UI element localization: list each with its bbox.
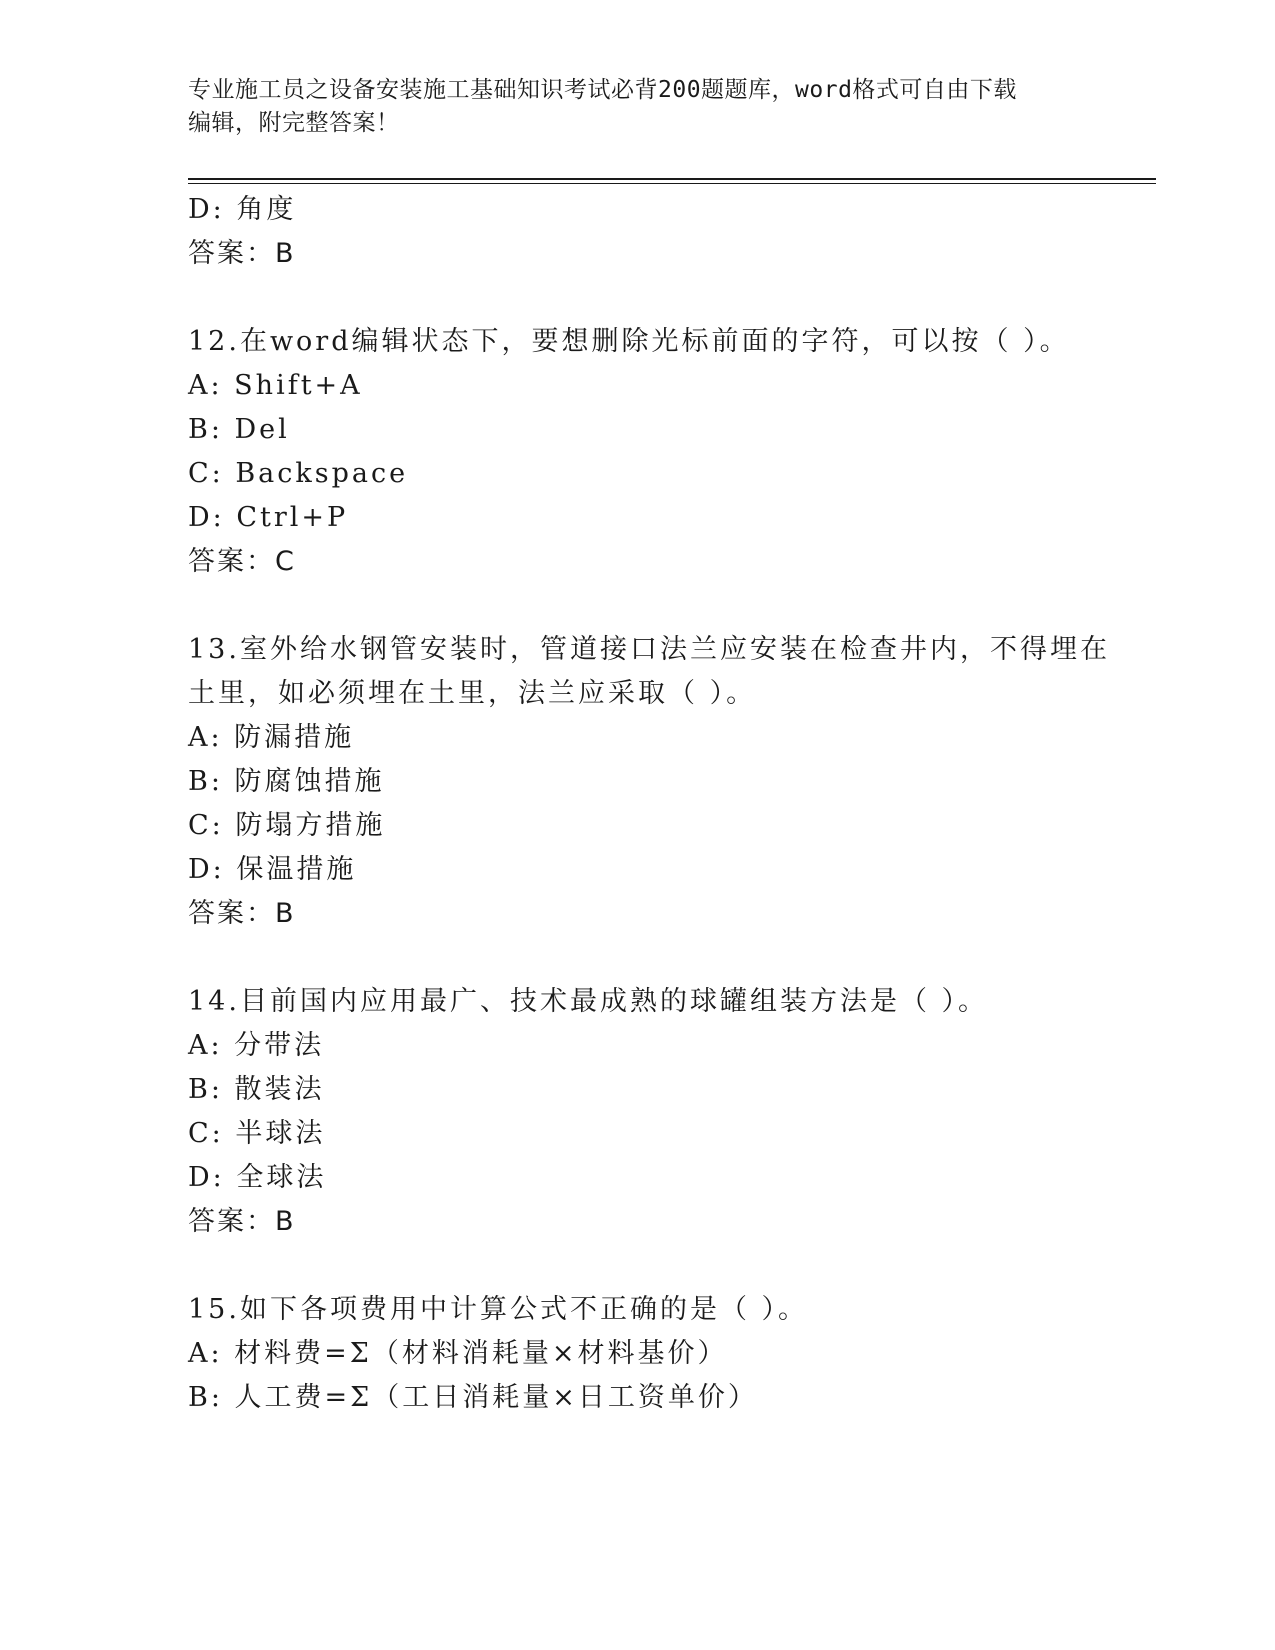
header-rule-thick (188, 178, 1156, 180)
prev-answer: 答案：B (188, 238, 296, 269)
q12-stem: 12.在word编辑状态下，要想删除光标前面的字符，可以按（ ）。 (188, 326, 1070, 357)
q12-option-a: A: Shift+A (188, 370, 363, 401)
document-header (188, 74, 1088, 140)
q14-option-d: D: 全球法 (188, 1162, 327, 1193)
q12-option-d: D: Ctrl+P (188, 502, 349, 533)
q12-option-b: B: Del (188, 414, 290, 445)
q15-option-b: B: 人工费=Σ（工日消耗量×日工资单价） (188, 1382, 758, 1413)
q14-stem: 14.目前国内应用最广、技术最成熟的球罐组装方法是（ ）。 (188, 986, 989, 1017)
q14-option-a: A: 分带法 (188, 1030, 325, 1061)
q13-stem-line-1: 13.室外给水钢管安装时，管道接口法兰应安装在检查井内，不得埋在 (188, 634, 1110, 665)
q14-option-b: B: 散装法 (188, 1074, 325, 1105)
header-title-line-2: 编辑，附完整答案！ (188, 110, 400, 136)
header-title-line-1: 专业施工员之设备安装施工基础知识考试必背200题题库，word格式可自由下载 (188, 77, 1017, 103)
q13-option-c: C: 防塌方措施 (188, 810, 386, 841)
q13-option-b: B: 防腐蚀措施 (188, 766, 385, 797)
q14-option-c: C: 半球法 (188, 1118, 326, 1149)
q13-stem-line-2: 土里，如必须埋在土里，法兰应采取（ ）。 (188, 678, 757, 709)
q13-answer: 答案：B (188, 898, 296, 929)
header-rule-thin (188, 183, 1156, 184)
q14-answer: 答案：B (188, 1206, 296, 1237)
q15-option-a: A: 材料费=Σ（材料消耗量×材料基价） (188, 1338, 728, 1369)
q12-answer: 答案：C (188, 546, 296, 577)
q12-option-c: C: Backspace (188, 458, 409, 489)
q13-option-a: A: 防漏措施 (188, 722, 355, 753)
q13-option-d: D: 保温措施 (188, 854, 357, 885)
prev-option-d: D: 角度 (188, 194, 297, 225)
q15-stem: 15.如下各项费用中计算公式不正确的是（ ）。 (188, 1294, 809, 1325)
